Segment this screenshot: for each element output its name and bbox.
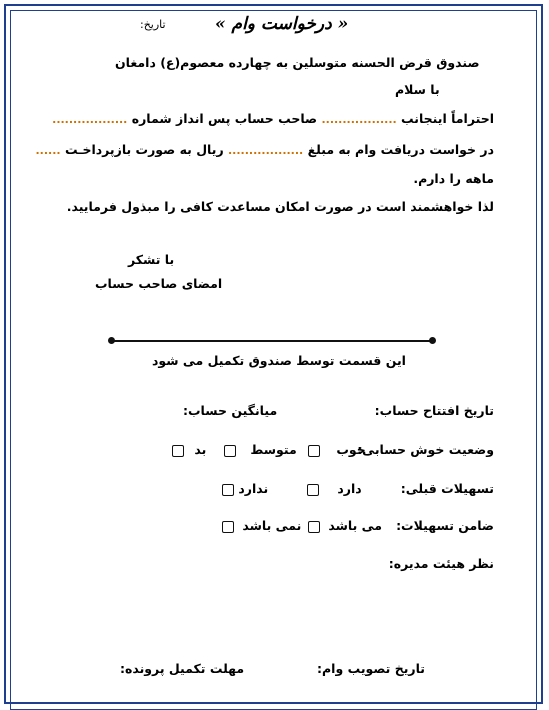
prior-loans-label: تسهیلات قبلی: bbox=[400, 481, 494, 496]
line2-middle: ریال به صورت بازپرداخـت bbox=[64, 142, 224, 157]
line-3: ماهه را دارم. bbox=[413, 171, 494, 186]
credit-option-average bbox=[224, 442, 297, 457]
prior-option-has-label: دارد bbox=[337, 481, 362, 496]
divider-line bbox=[112, 340, 432, 342]
thanks-text: با تشکر bbox=[128, 252, 175, 267]
checkbox-has[interactable] bbox=[307, 484, 319, 496]
greeting: با سلام bbox=[395, 82, 440, 97]
credit-option-good bbox=[308, 442, 366, 457]
blank-months[interactable]: ...... bbox=[35, 144, 61, 157]
guarantor-option-yes bbox=[308, 518, 382, 533]
credit-option-bad-label: بد bbox=[194, 442, 207, 457]
checkbox-none[interactable] bbox=[222, 484, 234, 496]
credit-status-label: وضعیت خوش حسابی: bbox=[357, 442, 494, 457]
guarantor-option-no-label: نمی باشد bbox=[242, 518, 302, 533]
prior-option-has bbox=[307, 481, 362, 496]
line-4: لذا خواهشمند است در صورت امکان مساعدت کافی را مبذول فرمایید. bbox=[66, 199, 494, 214]
form-title: « درخواست وام » bbox=[215, 14, 349, 34]
line1-middle: صاحب حساب پس انداز شماره bbox=[131, 111, 318, 126]
opening-date-label: تاریخ افتتاح حساب: bbox=[374, 403, 494, 418]
line-1 bbox=[52, 111, 494, 126]
checkbox-guarantor-no[interactable] bbox=[222, 521, 234, 533]
blank-name[interactable]: .................. bbox=[321, 113, 397, 126]
checkbox-average[interactable] bbox=[224, 445, 236, 457]
credit-option-bad bbox=[172, 442, 206, 457]
avg-balance-label: میانگین حساب: bbox=[183, 403, 278, 418]
prior-option-none bbox=[222, 481, 268, 496]
checkbox-bad[interactable] bbox=[172, 445, 184, 457]
line2-start: در خواست دریافت وام به مبلغ bbox=[307, 142, 494, 157]
guarantor-option-yes-label: می باشد bbox=[328, 518, 382, 533]
signature-label: امضای صاحب حساب bbox=[95, 276, 223, 291]
line-2 bbox=[36, 142, 495, 157]
line1-start: احتراماً اینجانب bbox=[401, 111, 494, 126]
credit-option-average-label: متوسط bbox=[250, 442, 297, 457]
credit-option-good-label: خوب bbox=[336, 442, 366, 457]
approval-date-label: تاریخ تصویب وام: bbox=[317, 661, 425, 676]
deadline-label: مهلت تکمیل پرونده: bbox=[120, 661, 245, 676]
recipient-line: صندوق قرض الحسنه متوسلین به چهارده معصوم(ع) دامغان bbox=[115, 55, 480, 70]
divider-end-right bbox=[429, 337, 436, 344]
checkbox-good[interactable] bbox=[308, 445, 320, 457]
fund-section-heading: این قسمت توسط صندوق تکمیل می شود bbox=[152, 353, 406, 368]
blank-account-number[interactable]: .................. bbox=[52, 113, 128, 126]
board-opinion-label: نظر هیئت مدیره: bbox=[388, 556, 494, 571]
blank-amount[interactable]: .................. bbox=[228, 144, 304, 157]
guarantor-label: ضامن تسهیلات: bbox=[396, 518, 494, 533]
guarantor-option-no bbox=[222, 518, 301, 533]
checkbox-guarantor-yes[interactable] bbox=[308, 521, 320, 533]
date-label: تاریخ: bbox=[140, 18, 166, 31]
prior-option-none-label: ندارد bbox=[238, 481, 269, 496]
